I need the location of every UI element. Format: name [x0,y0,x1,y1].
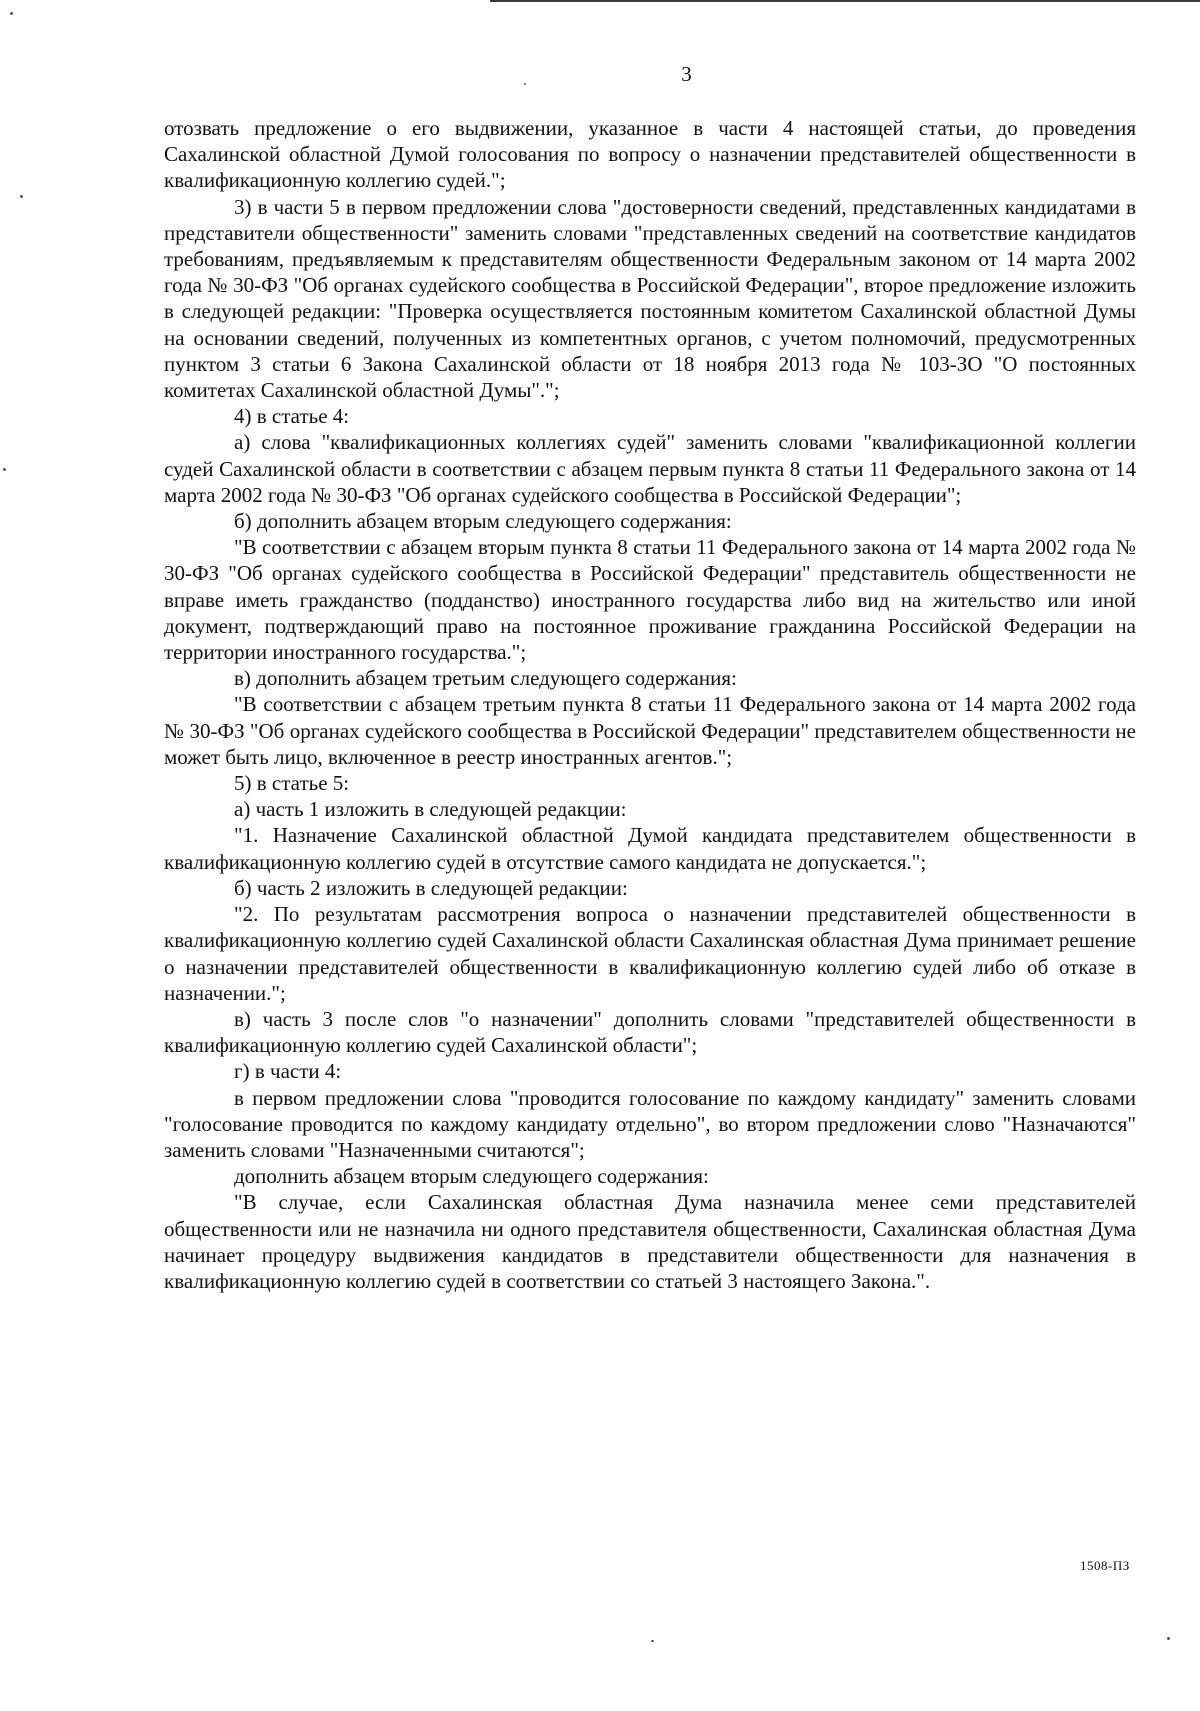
scan-speck [20,195,23,198]
paragraph: а) слова "квалификационных коллегиях судей" заменить словами "квалификационной коллегии судей Сахалинской области в соответствии с абзацем первым пункта 8 статьи 11 Федерального закона от 14 марта 2002 года № 30-ФЗ "Об органах судейского сообщества в Российской Федерации"; [164,430,1136,507]
paragraph: г) в части 4: [234,1059,342,1084]
paragraph: "В соответствии с абзацем вторым пункта 8 статьи 11 Федерального закона от 14 марта 2002 года № 30-ФЗ "Об органах судейского сообщества в Российской Федерации" представитель общественности не вправе иметь гражданство (подданство) иностранного государства либо вид на жительство или иной документ, подтверждающий право на постоянное проживание гражданина Российской Федерации на территории иностранного государства."; [164,535,1136,665]
paragraph: 4) в статье 4: [234,404,350,429]
scan-speck [1167,1637,1170,1640]
paragraph: 3) в части 5 в первом предложении слова "достоверности сведений, представленных кандидатами в представители общественности" заменить словами "представленных сведений на соответствие кандидатов требованиям, предъявляемым к представителям общественности Федеральным законом от 14 марта 2002 года № 30-ФЗ "Об органах судейского сообщества в Российской Федерации", второе предложение изложить в следующей редакции: "Проверка осуществляется постоянным комитетом Сахалинской областной Думы на основании сведений, полученных из компетентных органов, с учетом полномочий, предусмотренных пунктом 3 статьи 6 Закона Сахалинской области от 18 ноября 2013 года № 103-ЗО "О постоянных комитетах Сахалинской областной Думы"."; [164,194,1136,403]
paragraph: б) дополнить абзацем вторым следующего содержания: [234,509,732,534]
paragraph: а) часть 1 изложить в следующей редакции: [234,797,627,822]
paragraph: "2. По результатам рассмотрения вопроса о назначении представителей общественности в квалификационную коллегию судей Сахалинской области Сахалинская областная Дума принимает решение о назначении представителей общественности в квалификационную коллегию судей либо об отказе в назначении."; [164,902,1136,1005]
paragraph: в) дополнить абзацем третьим следующего содержания: [234,666,737,691]
paragraph: б) часть 2 изложить в следующей редакции: [234,875,628,900]
scan-speck [3,468,6,471]
paragraph: в) часть 3 после слов "о назначении" дополнить словами "представителей общественности в квалификационную коллегию судей Сахалинской области"; [164,1006,1136,1058]
document-body [164,115,1136,1294]
page-number: 3 [681,62,692,86]
paragraph: 5) в статье 5: [234,771,350,796]
paragraph: отозвать предложение о его выдвижении, указанное в части 4 настоящей статьи, до проведения Сахалинской областной Думой голосования по вопросу о назначении представителей общественности в квалификационную коллегию судей."; [164,116,1136,193]
scan-edge-line [490,0,1200,2]
paragraph: дополнить абзацем вторым следующего содержания: [234,1164,709,1189]
paragraph: "В соответствии с абзацем третьим пункта 8 статьи 11 Федерального закона от 14 марта 2002 года № 30-ФЗ "Об органах судейского сообщества в Российской Федерации" представителем общественности не может быть лицо, включенное в реестр иностранных агентов."; [164,692,1136,769]
paragraph: в первом предложении слова "проводится голосование по каждому кандидату" заменить словами "голосование проводится по каждому кандидату отдельно", во втором предложении слово "Назначаются" заменить словами "Назначенными считаются"; [164,1085,1136,1162]
paragraph: "В случае, если Сахалинская областная Дума назначила менее семи представителей общественности или не назначила ни одного представителя общественности, Сахалинская областная Дума начинает процедуру выдвижения кандидатов в представители общественности для назначения в квалификационную коллегию судей в соответствии со статьей 3 настоящего Закона.". [164,1190,1136,1293]
document-code: 1508-ПЗ [1080,1558,1130,1573]
scan-speck [10,12,13,15]
paragraph: "1. Назначение Сахалинской областной Думой кандидата представителем общественности в квалификационную коллегию судей в отсутствие самого кандидата не допускается."; [164,823,1136,874]
scan-speck [651,1640,654,1642]
